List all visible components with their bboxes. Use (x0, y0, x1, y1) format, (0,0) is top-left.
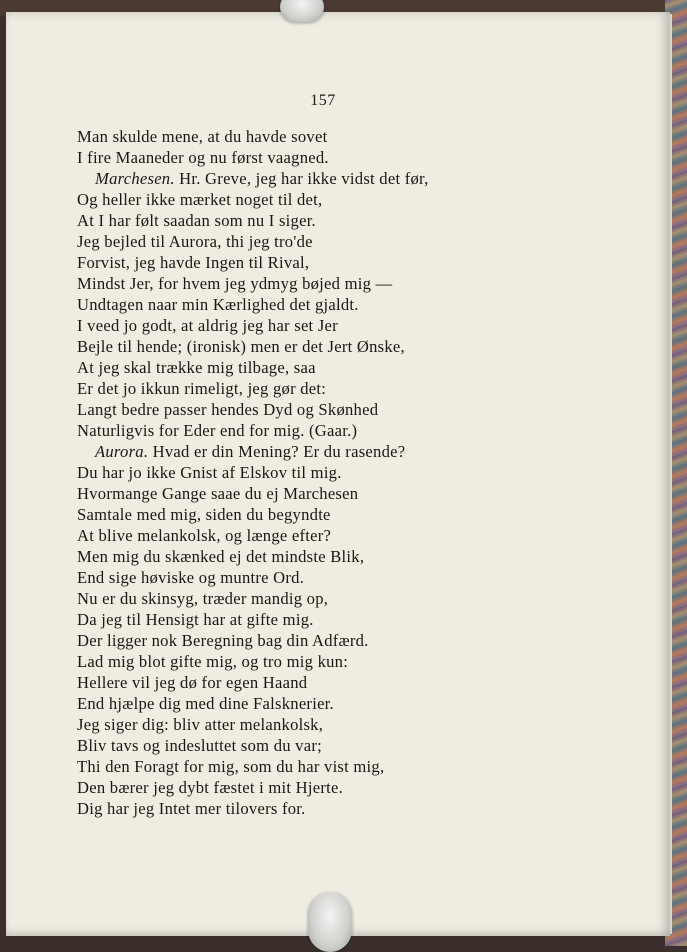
verse-line: Hvormange Gange saae du ej Marchesen (77, 484, 359, 503)
verse-line: I veed jo godt, at aldrig jeg har set Jer (77, 316, 338, 335)
verse-line: Du har jo ikke Gnist af Elskov til mig. (77, 463, 342, 482)
verse-line: Bliv tavs og indesluttet som du var; (77, 736, 322, 755)
verse-line: Aurora. Hvad er din Mening? Er du rasende? (95, 442, 406, 461)
page-clip-bottom (308, 892, 352, 952)
verse-line: Bejle til hende; (ironisk) men er det Jert Ønske, (77, 337, 405, 356)
verse-line: Er det jo ikkun rimeligt, jeg gør det: (77, 379, 327, 398)
page-clip-top (280, 0, 324, 22)
verse-line: Dig har jeg Intet mer tilovers for. (77, 799, 306, 818)
verse-line: I fire Maaneder og nu først vaagned. (77, 148, 329, 167)
verse-line: Man skulde mene, at du havde sovet (77, 127, 328, 146)
verse-line: At blive melankolsk, og længe efter? (77, 526, 332, 545)
speaker-name: Marchesen. (95, 169, 175, 188)
verse-line: Lad mig blot gifte mig, og tro mig kun: (77, 652, 349, 671)
verse-line: Mindst Jer, for hvem jeg ydmyg bøjed mig — (77, 274, 393, 293)
verse-line: Da jeg til Hensigt har at gifte mig. (77, 610, 314, 629)
verse-line: Og heller ikke mærket noget til det, (77, 190, 323, 209)
verse-line: Marchesen. Hr. Greve, jeg har ikke vidst det før, (95, 169, 429, 188)
verse-line: Men mig du skænked ej det mindste Blik, (77, 547, 365, 566)
verse-text (77, 126, 497, 819)
verse-line: Hellere vil jeg dø for egen Haand (77, 673, 308, 692)
page-number: 157 (310, 92, 336, 109)
speaker-name: Aurora. (95, 442, 149, 461)
verse-line: Undtagen naar min Kærlighed det gjaldt. (77, 295, 359, 314)
verse-line: End sige høviske og muntre Ord. (77, 568, 305, 587)
verse-line: Forvist, jeg havde Ingen til Rival, (77, 253, 310, 272)
verse-line: Den bærer jeg dybt fæstet i mit Hjerte. (77, 778, 343, 797)
verse-line: Jeg siger dig: bliv atter melankolsk, (77, 715, 324, 734)
book-page (6, 12, 670, 936)
verse-line: Langt bedre passer hendes Dyd og Skønhed (77, 400, 379, 419)
verse-line: End hjælpe dig med dine Falsknerier. (77, 694, 334, 713)
verse-line: Jeg bejled til Aurora, thi jeg tro'de (77, 232, 313, 251)
verse-line: Samtale med mig, siden du begyndte (77, 505, 331, 524)
verse-line: Der ligger nok Beregning bag din Adfærd. (77, 631, 369, 650)
verse-line: Nu er du skinsyg, træder mandig op, (77, 589, 329, 608)
verse-line: At jeg skal trække mig tilbage, saa (77, 358, 316, 377)
verse-line: Naturligvis for Eder end for mig. (Gaar.) (77, 421, 358, 440)
verse-line: Thi den Foragt for mig, som du har vist mig, (77, 757, 385, 776)
verse-line: At I har følt saadan som nu I siger. (77, 211, 316, 230)
